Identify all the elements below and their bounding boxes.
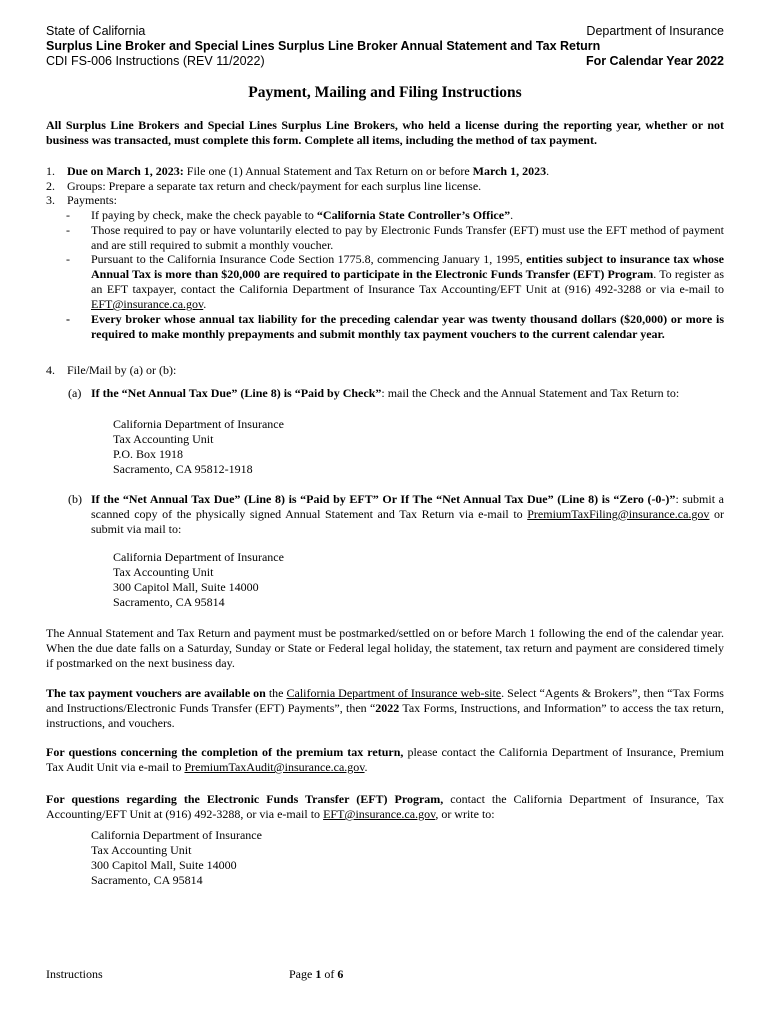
state-label: State of California: [46, 24, 146, 38]
item-4-text: File/Mail by (a) or (b):: [67, 363, 177, 377]
option-a-text: If the “Net Annual Tax Due” (Line 8) is “Paid by Check”: mail the Check and the Annual Statement and Tax Return to:: [91, 386, 680, 400]
item-number: 1.: [46, 164, 55, 178]
vouchers-paragraph: The tax payment vouchers are available on the California Department of Insurance web-site. Select “Agents & Brokers”, then “Tax Forms and Instructions/Electronic Funds Transfer (EFT) Payments”, then “2022 Tax Forms, Instructions, and Information” to access the tax return, instructions, and vouchers.: [46, 686, 724, 730]
bullet-dash: -: [66, 223, 70, 237]
address-block-b: [113, 550, 284, 610]
form-id: CDI FS-006 Instructions (REV 11/2022): [46, 54, 265, 68]
address-block-eft: [91, 828, 262, 888]
premium-tax-audit-link[interactable]: PremiumTaxAudit@insurance.ca.gov: [184, 760, 365, 774]
address-block-a: [113, 417, 284, 477]
item-1-date: March 1, 2023: [472, 164, 547, 178]
address-line: California Department of Insurance: [113, 550, 284, 564]
address-line: California Department of Insurance: [91, 828, 262, 842]
address-line: Tax Accounting Unit: [113, 432, 214, 446]
eft-questions-paragraph: For questions regarding the Electronic Funds Transfer (EFT) Program, contact the California Department of Insurance, Tax Accounting/EFT Unit at (916) 492-3288, or via e-mail to EFT@insurance.ca.gov, or write to:: [46, 792, 725, 821]
bullet-dash: -: [66, 208, 70, 222]
address-line: 300 Capitol Mall, Suite 14000: [113, 580, 259, 594]
eft-email-link[interactable]: EFT@insurance.ca.gov: [91, 297, 204, 311]
address-line: Sacramento, CA 95814: [113, 595, 225, 609]
item-number: 4.: [46, 363, 55, 377]
item-number: 2.: [46, 179, 55, 193]
premium-questions-paragraph: For questions concerning the completion of the premium tax return, please contact the California Department of Insurance, Premium Tax Audit Unit via e-mail to PremiumTaxAudit@insurance.ca.gov.: [46, 745, 724, 774]
address-line: Tax Accounting Unit: [113, 565, 214, 579]
item-1-due: Due on March 1, 2023:: [67, 164, 184, 178]
option-a-label: (a): [68, 386, 82, 400]
premium-tax-filing-link[interactable]: PremiumTaxFiling@insurance.ca.gov: [527, 507, 710, 521]
payee-name: “California State Controller’s Office”: [316, 208, 511, 222]
eft-email-link[interactable]: EFT@insurance.ca.gov: [323, 807, 436, 821]
header-line-3: [46, 54, 724, 69]
address-line: 300 Capitol Mall, Suite 14000: [91, 858, 237, 872]
option-b-label: (b): [68, 492, 82, 506]
payment-prepayment-rule: Every broker whose annual tax liability for the preceding calendar year was twenty thousand dollars ($20,000) or more is required to make monthly prepayments and submit monthly tax payment vouchers to the current calendar year.: [91, 312, 724, 341]
header-line-1: [46, 24, 724, 39]
payment-eft-requirement: Pursuant to the California Insurance Code Section 1775.8, commencing January 1, 1995, entities subject to insurance tax whose Annual Tax is more than $20,000 are required to participate in the Electronic Funds Transfer (EFT) Program. To register as an EFT taxpayer, contact the California Department of Insurance Tax Accounting/EFT Unit at (916) 492-3288 or via e-mail to EFT@insurance.ca.gov.: [91, 252, 724, 311]
calendar-year: For Calendar Year 2022: [585, 54, 724, 68]
payment-eft-note: Those required to pay or have voluntarily elected to pay by Electronic Funds Transfer (EFT) must use the EFT method of payment and are still required to submit a monthly voucher.: [91, 223, 724, 252]
department-label: Department of Insurance: [586, 24, 724, 38]
payment-check: If paying by check, make the check payable to “California State Controller’s Office”.: [91, 208, 514, 222]
address-line: Sacramento, CA 95812-1918: [113, 462, 253, 476]
cdi-website-link[interactable]: California Department of Insurance web-site: [286, 686, 502, 700]
bullet-dash: -: [66, 252, 70, 266]
intro-paragraph: All Surplus Line Brokers and Special Lines Surplus Line Brokers, who held a license during the reporting year, whether or not business was transacted, must complete this form. Complete all items, including the method of tax payment.: [46, 118, 724, 147]
address-line: P.O. Box 1918: [113, 447, 184, 461]
bullet-dash: -: [66, 312, 70, 326]
address-line: Sacramento, CA 95814: [91, 873, 203, 887]
item-2-text: Groups: Prepare a separate tax return and check/payment for each surplus line license.: [67, 179, 482, 193]
option-b-text: If the “Net Annual Tax Due” (Line 8) is “Paid by EFT” Or If The “Net Annual Tax Due” (Line 8) is “Zero (-0-)”: submit a scanned copy of the physically signed Annual Statement and Tax Return via e-mail to PremiumTaxFiling@insurance.ca.gov or submit via mail to:: [91, 492, 725, 536]
footer-label: Instructions: [46, 967, 103, 981]
address-line: Tax Accounting Unit: [91, 843, 192, 857]
item-1-text: File one (1) Annual Statement and Tax Return on or before: [183, 164, 473, 178]
item-3-text: Payments:: [67, 193, 117, 207]
address-line: California Department of Insurance: [113, 417, 284, 431]
postmark-paragraph: The Annual Statement and Tax Return and payment must be postmarked/settled on or before March 1 following the end of the calendar year. When the due date falls on a Saturday, Sunday or State or Federal legal holiday, the statement, tax return and payment are considered timely if postmarked on the next business day.: [46, 626, 724, 670]
page-number: Page 1 of 6: [289, 967, 344, 981]
item-number: 3.: [46, 193, 55, 207]
form-title: Surplus Line Broker and Special Lines Surplus Line Broker Annual Statement and Tax Return: [46, 39, 601, 53]
page-title: Payment, Mailing and Filing Instructions: [248, 84, 522, 101]
